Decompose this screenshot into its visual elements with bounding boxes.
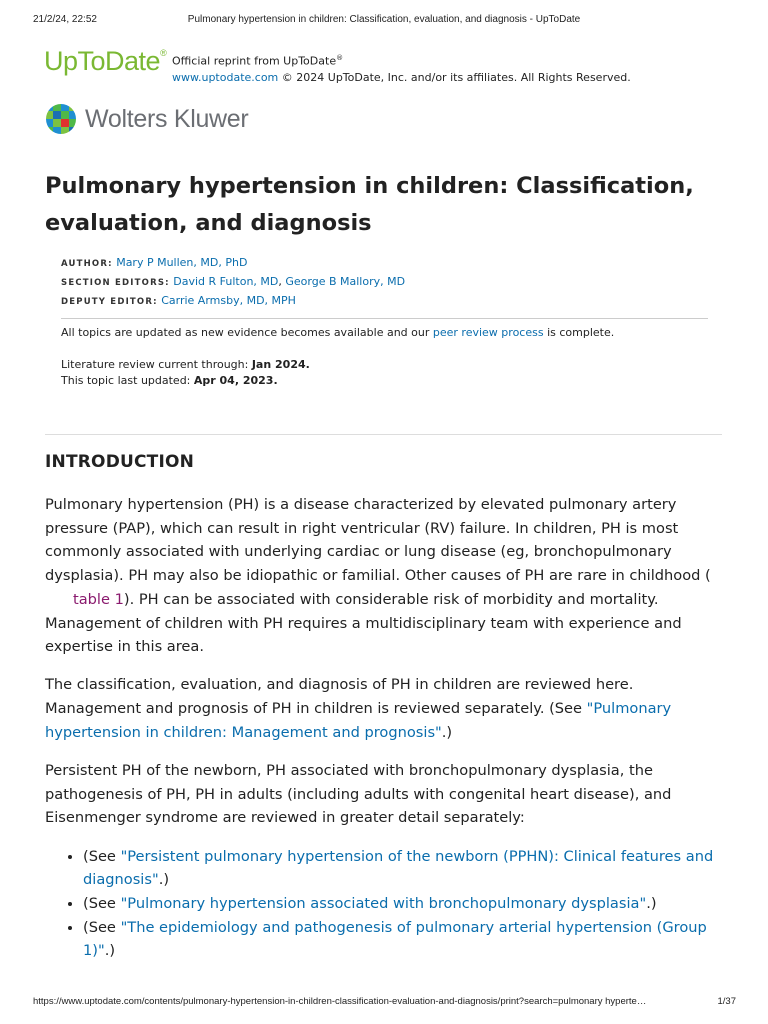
article-credits: AUTHOR: Mary P Mullen, MD, PhD SECTION EDITORS: David R Fulton, MD, George B Mallory, MD DEPUTY EDITOR: Carrie Armsby, MD, MPH [61,256,406,307]
divider [45,434,722,435]
paragraph-text: ). PH can be associated with considerable risk of morbidity and mortality. Management of children with PH requires a multidisciplinary team with experience and expertise in this area. [45,590,682,656]
page-number: 1/37 [717,996,736,1007]
deputy-editor-link[interactable]: Carrie Armsby, MD, MPH [161,294,296,307]
section-heading: INTRODUCTION [45,452,195,472]
wolters-kluwer-logo [45,103,248,135]
paragraph-text: .) [441,723,453,741]
table-1-link[interactable]: table 1 [73,590,124,608]
reprint-notice [172,50,631,86]
list-item-text: (See [83,918,121,936]
section-editor-link[interactable]: David R Fulton, MD [173,275,279,288]
uptodate-logo-text: UpToDate [44,46,161,76]
paragraph: Persistent PH of the newborn, PH associated with bronchopulmonary dysplasia, the pathogenesis of PH, PH in adults (including adults with congenital heart disease), and Eisenmenger syndrome are reviewed in greater detail separately: [45,762,672,827]
update-note-text: All topics are updated as new evidence becomes available and our [61,326,433,339]
update-note-text: is complete. [543,326,615,339]
print-datetime: 21/2/24, 22:52 [33,14,97,25]
list-item-text: (See [83,895,121,913]
lit-review-label: Literature review current through: [61,358,252,371]
list-item-text: .) [104,942,116,960]
topic-link[interactable]: "Persistent pulmonary hypertension of the newborn (PPHN): Clinical features and diagnosis" [83,847,714,889]
update-note [61,326,614,339]
introduction-body [45,493,717,963]
wolters-kluwer-name: Wolters Kluwer [85,104,249,133]
list-item-text: .) [158,871,170,889]
print-url: https://www.uptodate.com/contents/pulmonary-hypertension-in-children-classification-evaluation-and-diagnosis/print?search=pulmonary hyperte… [33,996,647,1007]
author-label: AUTHOR: [61,259,113,269]
list-item-text: .) [646,895,657,913]
paragraph-text: The classification, evaluation, and diagnosis of PH in children are reviewed here. Management and prognosis of PH in children is reviewed separately. (See [45,676,634,718]
article-title: Pulmonary hypertension in children: Classification, evaluation, and diagnosis [45,173,694,236]
paragraph [45,493,717,659]
topic-link[interactable]: "Pulmonary hypertension associated with bronchopulmonary dysplasia" [120,895,647,913]
reprint-line: Official reprint from UpToDate [172,54,337,68]
list-item [83,845,717,892]
review-dates [61,357,310,389]
section-editor-link[interactable]: George B Mallory, MD [285,275,406,288]
topic-link[interactable]: "The epidemiology and pathogenesis of pulmonary arterial hypertension (Group 1)" [83,918,707,960]
copyright-text: © 2024 UpToDate, Inc. and/or its affiliates. All Rights Reserved. [278,70,631,84]
list-item [83,916,717,963]
paragraph [45,673,717,744]
print-page-title: Pulmonary hypertension in children: Classification, evaluation, and diagnosis - UpToDate [187,14,581,25]
deputy-editor-label: DEPUTY EDITOR: [61,297,158,307]
section-editors-label: SECTION EDITORS: [61,278,170,288]
peer-review-link[interactable]: peer review process [432,326,544,339]
table-icon [51,595,67,605]
uptodate-site-link[interactable]: www.uptodate.com [172,70,279,84]
lit-review-date: Jan 2024. [251,358,310,371]
wolters-kluwer-mark-icon [45,103,77,135]
divider [61,318,708,319]
last-updated-date: Apr 04, 2023. [193,374,278,387]
uptodate-logo[interactable] [44,46,166,77]
paragraph-text: Pulmonary hypertension (PH) is a disease characterized by elevated pulmonary artery pressure (PAP), which can result in right ventricular (RV) failure. In children, PH is most commonly associated with underlying cardiac or lung disease (eg, bronchopulmonary dysplasia). PH may also be idiopathic or familial. Other causes of PH are rare in childhood ( [45,496,711,585]
last-updated-label: This topic last updated: [61,374,194,387]
see-also-list [45,845,717,964]
topic-link[interactable]: "Pulmonary hypertension in children: Management and prognosis" [45,700,672,741]
registered-mark: ® [160,48,167,58]
author-link[interactable]: Mary P Mullen, MD, PhD [116,256,248,269]
reprint-registered-mark: ® [336,54,344,62]
list-item-text: (See [83,847,121,865]
list-item [83,892,717,916]
